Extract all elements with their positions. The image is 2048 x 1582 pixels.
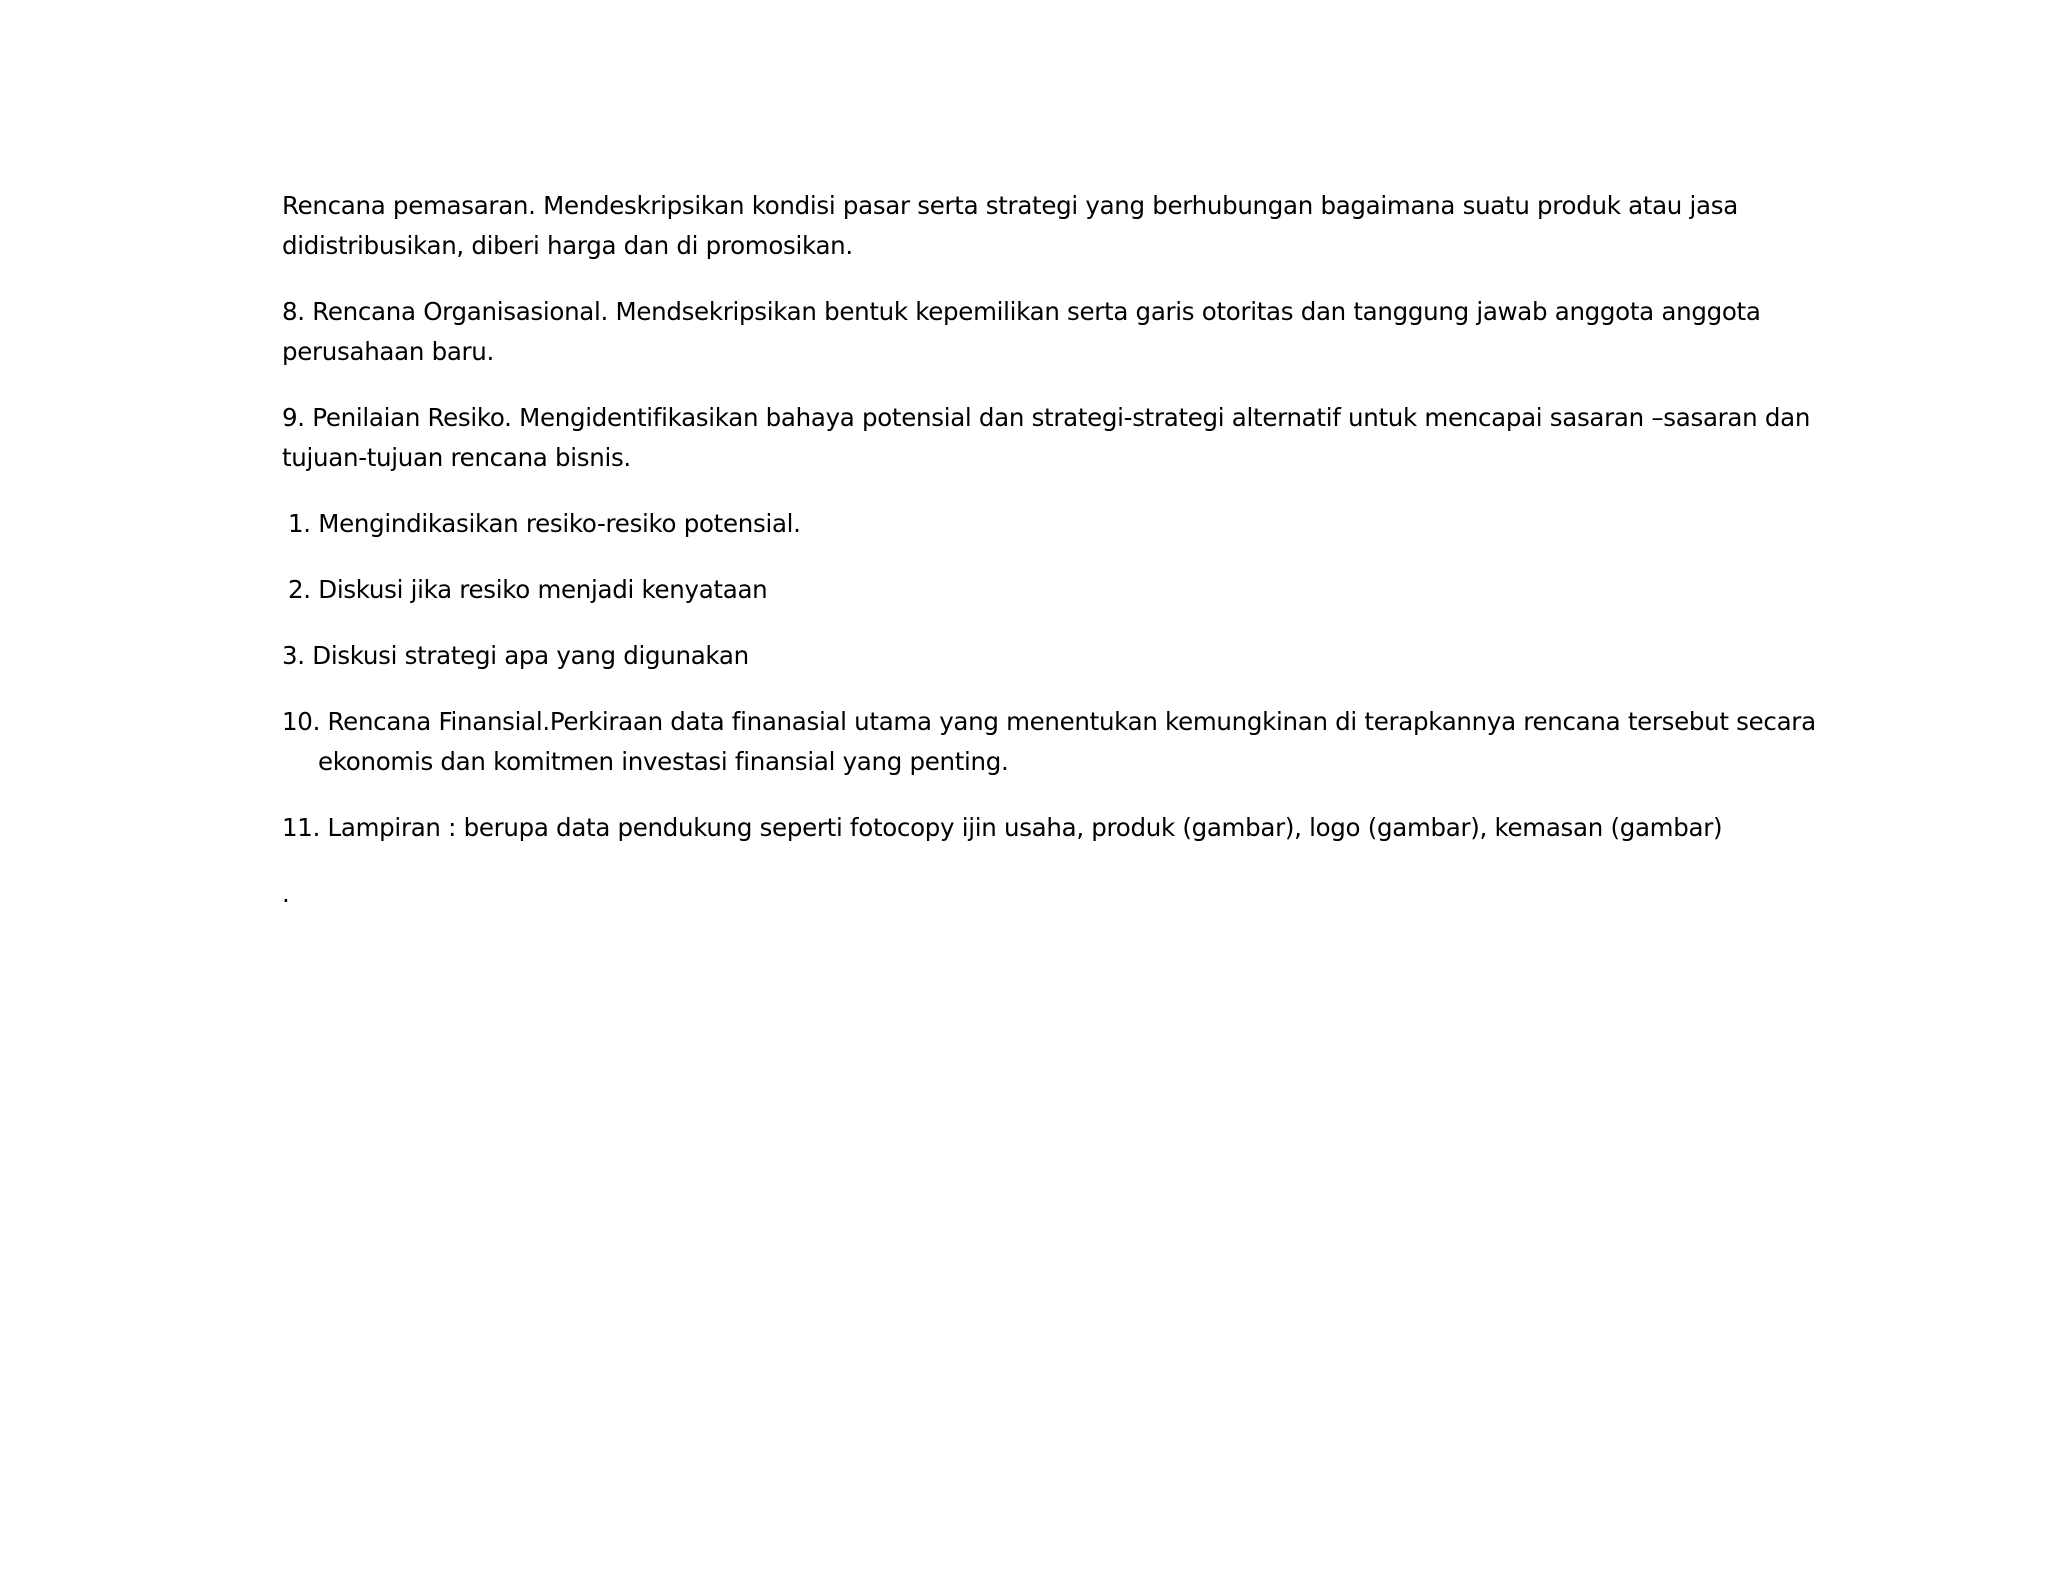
paragraph-risk-assessment: 9. Penilaian Resiko. Mengidentifikasikan bahaya potensial dan strategi-strategi alternatif untuk mencapai sasaran –sasaran dan tujuan-tujuan rencana bisnis. xyxy=(282,403,1811,472)
list-item-risk-1: 1. Mengindikasikan resiko-resiko potensial. xyxy=(288,509,801,538)
paragraph-attachments: 11. Lampiran : berupa data pendukung seperti fotocopy ijin usaha, produk (gambar), logo (gambar), kemasan (gambar) xyxy=(282,813,1723,842)
paragraph-trailing-dot: . xyxy=(282,879,290,908)
list-item-risk-3: 3. Diskusi strategi apa yang digunakan xyxy=(282,641,749,670)
paragraph-marketing-plan: Rencana pemasaran. Mendeskripsikan kondisi pasar serta strategi yang berhubungan bagaimana suatu produk atau jasa didistribusikan, diberi harga dan di promosikan. xyxy=(282,191,1738,260)
document-body xyxy=(282,186,1902,940)
list-item-risk-2: 2. Diskusi jika resiko menjadi kenyataan xyxy=(288,575,768,604)
paragraph-financial-plan: 10. Rencana Finansial.Perkiraan data finanasial utama yang menentukan kemungkinan di terapkannya rencana tersebut secara ekonomis dan komitmen investasi finansial yang penting. xyxy=(282,707,1816,776)
paragraph-organizational-plan: 8. Rencana Organisasional. Mendsekripsikan bentuk kepemilikan serta garis otoritas dan tanggung jawab anggota anggota perusahaan baru. xyxy=(282,297,1761,366)
